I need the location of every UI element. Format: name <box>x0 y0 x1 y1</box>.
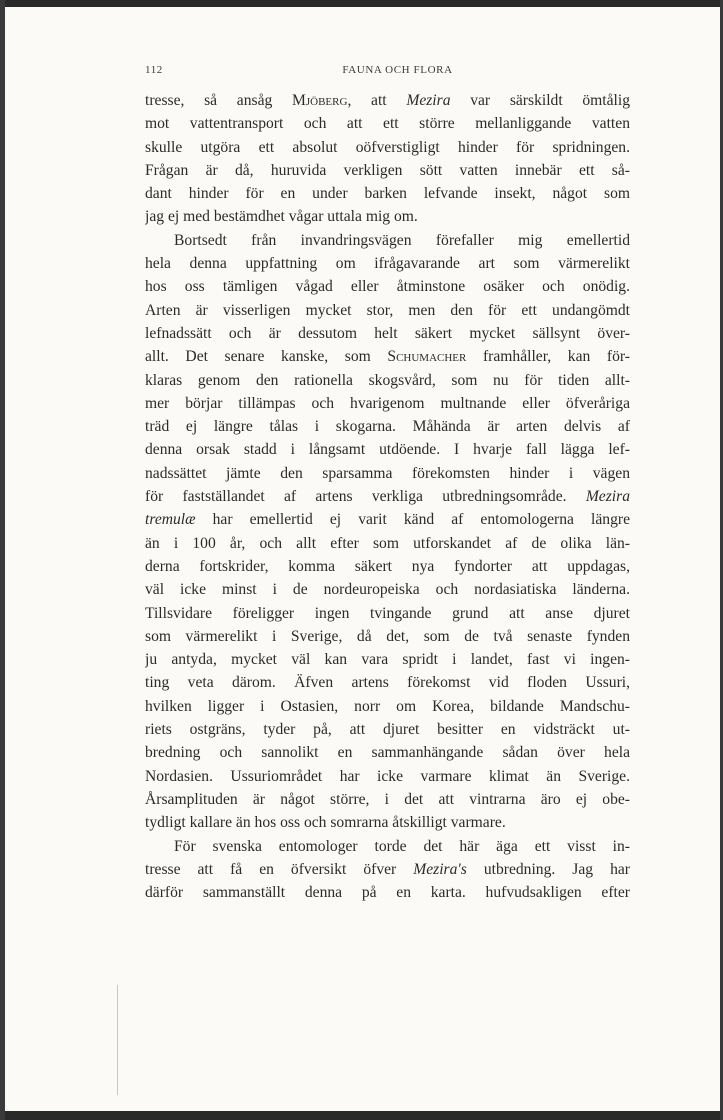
text-segment: denna orsak stadd i långsamt utdöende. I hvarje fall lägga lef- <box>145 441 630 459</box>
running-head <box>145 64 630 82</box>
text-segment: För svenska entomologer torde det här äga ett visst in- <box>174 837 630 855</box>
text-line <box>145 648 630 671</box>
text-line <box>145 89 630 112</box>
text-line <box>145 112 630 135</box>
text-line <box>145 252 630 275</box>
text-line <box>145 602 630 625</box>
text-segment: , att <box>347 92 407 109</box>
text-segment: derna fortskrider, komma säkert nya fyndorter att uppdagas, <box>145 557 630 575</box>
text-segment: lefnadssätt och är dessutom helt säkert mycket sällsynt över- <box>145 324 630 342</box>
italic-term: Mezira <box>585 488 630 506</box>
text-line <box>145 555 630 578</box>
text-line <box>145 485 630 508</box>
text-line <box>145 229 630 252</box>
author-name: Schumacher <box>387 348 467 366</box>
text-segment: jag ej med bestämdhet vågar uttala mig om. <box>145 208 418 226</box>
body-text <box>145 89 630 904</box>
text-segment: tresse att få en öfversikt öfver <box>145 860 414 878</box>
text-line <box>145 741 630 764</box>
text-segment: dant hinder för en under barken lefvande insekt, något som <box>145 185 630 203</box>
text-segment: mot vattentransport och att ett större mellanliggande vatten <box>145 115 630 133</box>
text-line <box>145 718 630 741</box>
text-segment: Bortsedt från invandringsvägen förefaller mig emellertid <box>174 231 630 249</box>
text-segment: hvilken ligger i Ostasien, norr om Korea, bildande Mandschu- <box>145 697 630 715</box>
text-line <box>145 858 630 881</box>
text-segment: tresse, så ansåg <box>145 92 292 109</box>
text-segment: klaras genom den rationella skogsvård, som nu för tiden allt- <box>145 371 630 389</box>
scan-edge-bottom <box>0 1111 723 1120</box>
text-segment: riets ostgräns, tyder på, att djuret besitter en vidsträckt ut- <box>145 721 630 739</box>
text-line <box>145 811 630 834</box>
text-segment: väl icke minst i de nordeuropeiska och nordasiatiska länderna. <box>145 581 630 599</box>
text-line <box>145 765 630 788</box>
text-segment: var särskildt ömtålig <box>450 92 630 109</box>
text-segment: Frågan är då, huruvida verkligen sött vatten innebär ett så- <box>145 161 630 179</box>
text-line <box>145 392 630 415</box>
text-segment: än i 100 år, och allt efter som utforskandet af de olika län- <box>145 534 630 552</box>
text-line <box>145 508 630 531</box>
text-line <box>145 625 630 648</box>
text-segment: utbredning. Jag har <box>466 860 630 878</box>
italic-term: Mezira's <box>413 860 467 878</box>
text-segment: Tillsvidare föreligger ingen tvingande grund att anse djuret <box>145 604 630 622</box>
text-segment: ting veta därom. Äfven artens förekomst vid floden Ussuri, <box>145 674 630 692</box>
text-line <box>145 415 630 438</box>
text-line <box>145 159 630 182</box>
text-line <box>145 532 630 555</box>
text-segment: har emellertid ej varit känd af entomologerna längre <box>195 511 630 529</box>
text-segment: framhåller, kan för- <box>466 348 630 366</box>
author-name: Mjöberg <box>292 92 348 109</box>
text-segment: som värmerelikt i Sverige, då det, som de två senaste fynden <box>145 627 630 645</box>
text-line <box>145 299 630 322</box>
text-segment: därför sammanställt denna på en karta. hufvudsakligen efter <box>145 884 630 902</box>
text-line <box>145 835 630 858</box>
text-line <box>145 322 630 345</box>
text-segment: tydligt kallare än hos oss och somrarna åtskilligt varmare. <box>145 814 506 832</box>
page-number: 112 <box>145 64 163 76</box>
scan-edge-left <box>0 0 5 1120</box>
text-line <box>145 788 630 811</box>
italic-term: Mezira <box>406 92 451 109</box>
text-line <box>145 438 630 461</box>
text-segment: hela denna uppfattning om ifrågavarande art som värmerelikt <box>145 255 630 273</box>
text-segment: nadssättet jämte den sparsamma förekomsten hinder i vägen <box>145 464 630 482</box>
text-segment: träd ej längre tålas i skogarna. Måhända är arten delvis af <box>145 418 630 436</box>
text-segment: mer börjar tillämpas och hvarigenom multnande eller öfveråriga <box>145 394 630 412</box>
text-line <box>145 205 630 228</box>
italic-term: tremulæ <box>145 511 196 529</box>
text-line <box>145 369 630 392</box>
text-segment: ju antyda, mycket väl kan vara spridt i landet, fast vi ingen- <box>145 651 630 669</box>
text-line <box>145 881 630 904</box>
text-line <box>145 182 630 205</box>
running-title: FAUNA OCH FLORA <box>342 64 453 76</box>
margin-mark <box>117 985 118 1095</box>
scan-edge-top <box>0 0 723 7</box>
text-segment: för fastställandet af artens verkliga utbredningsområde. <box>145 488 586 506</box>
text-line <box>145 136 630 159</box>
text-line <box>145 578 630 601</box>
text-segment: allt. Det senare kanske, som <box>145 348 388 366</box>
text-segment: hos oss tämligen vågad eller åtminstone osäker och onödig. <box>145 278 630 296</box>
text-segment: bredning och sannolikt en sammanhängande sådan över hela <box>145 744 630 762</box>
text-line <box>145 671 630 694</box>
text-line <box>145 695 630 718</box>
text-segment: Årsamplituden är något större, i det att vintrarna äro ej obe- <box>145 790 630 808</box>
text-line <box>145 275 630 298</box>
text-segment: Nordasien. Ussuriområdet har icke varmare klimat än Sverige. <box>145 767 630 785</box>
text-segment: skulle utgöra ett absolut oöfverstigligt hinder för spridningen. <box>145 138 630 156</box>
text-line <box>145 345 630 368</box>
text-segment: Arten är visserligen mycket stor, men den för ett undangömdt <box>145 301 630 319</box>
text-line <box>145 462 630 485</box>
